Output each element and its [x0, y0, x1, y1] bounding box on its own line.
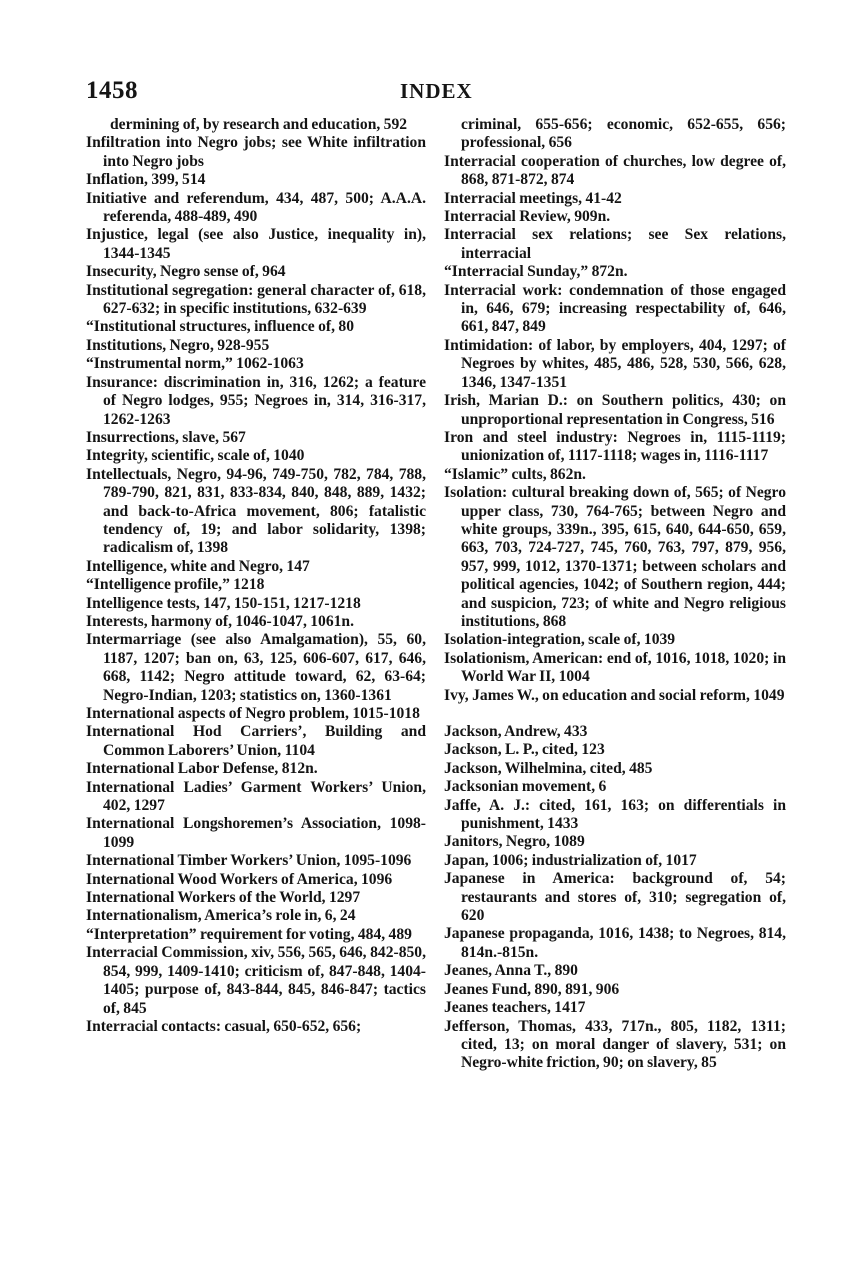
index-entry: Interracial meetings, 41-42 — [444, 189, 622, 207]
index-entry: Jackson, L. P., cited, 123 — [444, 741, 605, 759]
index-entry: “Institutional structures, influence of, 80 — [86, 318, 355, 336]
index-entry: International Workers of the World, 1297 — [86, 889, 361, 907]
index-entry: “Intelligence profile,” 1218 — [86, 576, 265, 594]
index-entry: Interracial Commission, xiv, 556, 565, 646, 842-850, 854, 999, 1409-1410; criticism of, 847-848, 1404-1405; purpose of, 843-844, 845, 846-847; tactics of, 845 — [86, 944, 426, 1017]
index-entry: Interracial work: condemnation of those engaged in, 646, 679; increasing respectability of, 646, 661, 847, 849 — [444, 281, 786, 336]
index-entry: International Labor Defense, 812n. — [86, 760, 318, 778]
index-entry: Japanese in America: background of, 54; restaurants and stores of, 310; segregation of, 620 — [444, 870, 786, 925]
index-entry: Interests, harmony of, 1046-1047, 1061n. — [86, 612, 354, 630]
index-entry: “Interpretation” requirement for voting, 484, 489 — [86, 925, 412, 943]
index-entry: Interracial Review, 909n. — [444, 208, 611, 226]
index-entry: Intelligence tests, 147, 150-151, 1217-1218 — [86, 594, 361, 612]
index-entry: Intermarriage (see also Amalgamation), 55, 60, 1187, 1207; ban on, 63, 125, 606-607, 617, 646, 668, 1142; Negro attitude toward, 62, 63-64; Negro-Indian, 1203; statistics on, 1360-1361 — [86, 631, 426, 704]
index-entry: Internationalism, America’s role in, 6, 24 — [86, 907, 356, 925]
index-entry: Jackson, Wilhelmina, cited, 485 — [444, 759, 653, 777]
index-entry: International Timber Workers’ Union, 1095-1096 — [86, 852, 412, 870]
index-entry: International Ladies’ Garment Workers’ Union, 402, 1297 — [86, 778, 426, 815]
page-number: 1458 — [86, 77, 138, 104]
index-entry: Iron and steel industry: Negroes in, 1115-1119; unionization of, 1117-1118; wages in, 1116-1117 — [444, 428, 786, 465]
index-entry: International Hod Carriers’, Building and Common Laborers’ Union, 1104 — [86, 723, 426, 759]
index-entry: Integrity, scientific, scale of, 1040 — [86, 447, 305, 465]
index-entry: Jeanes Fund, 890, 891, 906 — [444, 980, 620, 998]
index-entry: Interracial sex relations; see Sex relations, interracial — [444, 226, 786, 262]
index-entry: Jefferson, Thomas, 433, 717n., 805, 1182, 1311; cited, 13; on moral danger of slavery, 531; on Negro-white friction, 90; on slavery, 85 — [444, 1017, 786, 1072]
index-entry: Japanese propaganda, 1016, 1438; to Negroes, 814, 814n.-815n. — [444, 925, 786, 961]
index-entry: Jaffe, A. J.: cited, 161, 163; on differentials in punishment, 1433 — [444, 796, 786, 833]
index-entry: Isolationism, American: end of, 1016, 1018, 1020; in World War II, 1004 — [444, 649, 786, 686]
index-entry: Inflation, 399, 514 — [86, 171, 206, 189]
index-entry: Interracial cooperation of churches, low degree of, 868, 871-872, 874 — [444, 152, 786, 189]
index-entry: Jacksonian movement, 6 — [444, 778, 607, 796]
index-entry: Initiative and referendum, 434, 487, 500; A.A.A. referenda, 488-489, 490 — [86, 189, 426, 226]
index-entry: dermining of, by research and education, 592 — [110, 116, 408, 133]
running-head: INDEX — [400, 79, 473, 103]
index-entry: Intelligence, white and Negro, 147 — [86, 557, 310, 575]
index-entry: Jackson, Andrew, 433 — [444, 723, 588, 740]
index-entry: Jeanes teachers, 1417 — [444, 999, 586, 1017]
index-entry: “Islamic” cults, 862n. — [444, 465, 586, 483]
index-entry: Irish, Marian D.: on Southern politics, 430; on unproportional representation in Congress, 516 — [444, 392, 786, 428]
index-entry: International Longshoremen’s Association, 1098-1099 — [86, 815, 426, 851]
index-entry: Isolation-integration, scale of, 1039 — [444, 631, 676, 649]
index-entry: International Wood Workers of America, 1096 — [86, 870, 393, 888]
right-index-column — [444, 116, 786, 1073]
index-entry: Jeanes, Anna T., 890 — [444, 962, 578, 980]
index-entry: Intellectuals, Negro, 94-96, 749-750, 782, 784, 788, 789-790, 821, 831, 833-834, 840, 848, 889, 1432; and back-to-Africa movement, 806; fatalistic tendency of, 19; and labor solidarity, 1398; radicalism of, 1398 — [86, 465, 426, 557]
index-entry: Insecurity, Negro sense of, 964 — [86, 263, 286, 281]
index-entry: Insurrections, slave, 567 — [86, 428, 246, 446]
index-entry: Injustice, legal (see also Justice, inequality in), 1344-1345 — [86, 226, 426, 262]
index-entry: criminal, 655-656; economic, 652-655, 656; professional, 656 — [461, 116, 786, 152]
index-entry: “Interracial Sunday,” 872n. — [444, 263, 628, 281]
index-entry: “Instrumental norm,” 1062-1063 — [86, 355, 304, 373]
index-entry: Japan, 1006; industrialization of, 1017 — [444, 851, 697, 869]
index-entry: Interracial contacts: casual, 650-652, 656; — [86, 1017, 362, 1035]
index-entry: Institutional segregation: general character of, 618, 627-632; in specific institutions, 632-639 — [86, 281, 426, 318]
index-entry: Insurance: discrimination in, 316, 1262; a feature of Negro lodges, 955; Negroes in, 314, 316-317, 1262-1263 — [86, 373, 426, 428]
index-entry: International aspects of Negro problem, 1015-1018 — [86, 705, 420, 722]
left-index-column — [86, 116, 426, 1036]
index-entry: Institutions, Negro, 928-955 — [86, 336, 270, 354]
index-entry: Janitors, Negro, 1089 — [444, 833, 585, 851]
index-entry: Infiltration into Negro jobs; see White infiltration into Negro jobs — [86, 134, 426, 170]
index-entry: Intimidation: of labor, by employers, 404, 1297; of Negroes by whites, 485, 486, 528, 530, 566, 628, 1346, 1347-1351 — [444, 336, 786, 391]
index-entry: Ivy, James W., on education and social reform, 1049 — [444, 686, 785, 704]
index-entry: Isolation: cultural breaking down of, 565; of Negro upper class, 730, 764-765; between Negro and white groups, 339n., 395, 615, 640, 644-650, 659, 663, 703, 724-727, 745, 760, 763, 797, 879, 956, 957, 999, 1012, 1370-1371; between scholars and political agencies, 1042; of Southern region, 444; and suspicion, 723; of white and Negro religious institutions, 868 — [444, 484, 786, 630]
